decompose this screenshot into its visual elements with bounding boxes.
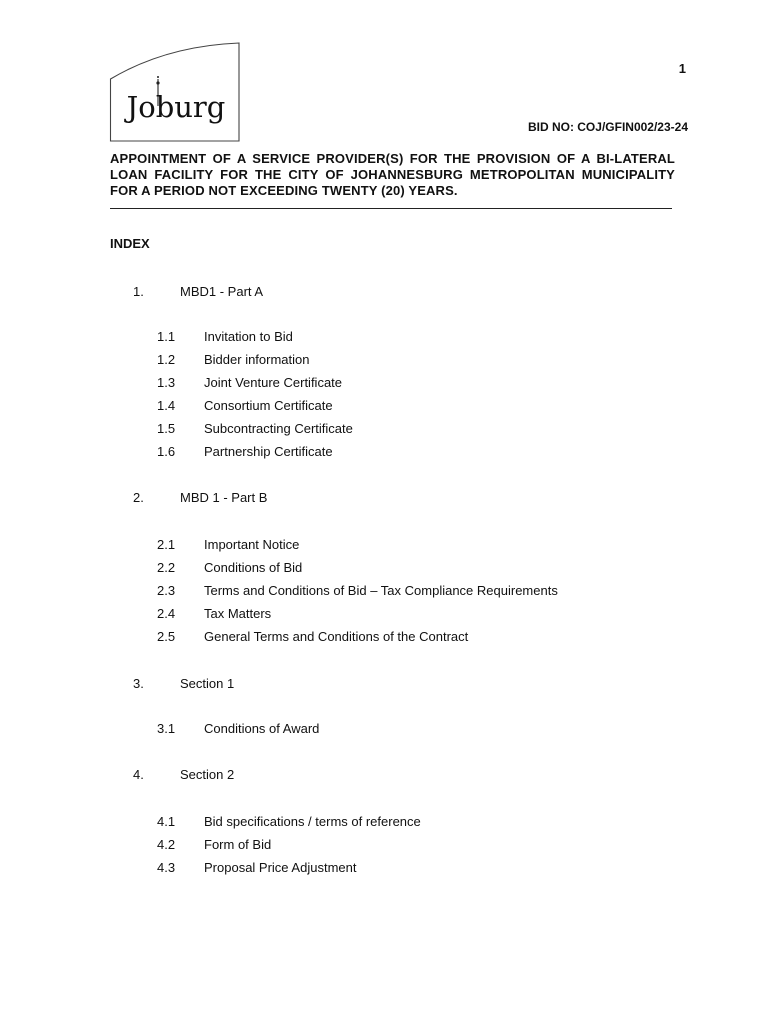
bid-number: BID NO: COJ/GFIN002/23-24 [527, 120, 688, 134]
toc-item-number: 2.4 [157, 606, 176, 621]
toc-item-text: Conditions of Award [204, 721, 320, 736]
toc-item-text: General Terms and Conditions of the Contract [204, 629, 469, 644]
toc-item-text: Conditions of Bid [204, 560, 303, 575]
toc-item-text: Joint Venture Certificate [204, 375, 343, 390]
svg-text:Joburg: Joburg [126, 90, 226, 124]
title-underline [110, 208, 672, 209]
toc-item-number: 1.5 [157, 421, 176, 436]
toc-item-text: Proposal Price Adjustment [204, 860, 357, 875]
toc-item-text: Subcontracting Certificate [204, 421, 353, 436]
document-title: APPOINTMENT OF A SERVICE PROVIDER(S) FOR THE PROVISION OF A BI-LATERAL LOAN FACILITY FOR THE CITY OF JOHANNESBURG METROPOLITAN MUNICIPALITY FOR A PERIOD NOT EXCEEDING TWENTY (20) YEARS. [110, 151, 675, 198]
toc-item-number: 4.2 [157, 837, 176, 852]
toc-item-number: 1.3 [157, 375, 176, 390]
toc-section-title: Section 1 [180, 676, 235, 691]
toc-item-text: Form of Bid [204, 837, 272, 852]
index-heading: INDEX [110, 236, 150, 251]
toc-item-text: Important Notice [204, 537, 300, 552]
toc-item-number: 1.2 [157, 352, 176, 367]
toc-section-title: MBD 1 - Part B [180, 490, 268, 505]
toc-item-text: Tax Matters [204, 606, 272, 621]
toc-item-text: Terms and Conditions of Bid – Tax Compliance Requirements [204, 583, 558, 598]
toc-item-text: Bidder information [204, 352, 310, 367]
toc-item-number: 2.2 [157, 560, 176, 575]
toc-item-text: Partnership Certificate [204, 444, 333, 459]
toc-item-text: Consortium Certificate [204, 398, 333, 413]
toc-item-number: 1.4 [157, 398, 176, 413]
toc-section-number: 2. [133, 490, 144, 505]
toc-item-number: 1.6 [157, 444, 176, 459]
toc-item-text: Bid specifications / terms of reference [204, 814, 421, 829]
toc-item-number: 2.1 [157, 537, 176, 552]
toc-section-number: 3. [133, 676, 144, 691]
toc-item-text: Invitation to Bid [204, 329, 293, 344]
toc-section-number: 1. [133, 284, 144, 299]
toc-item-number: 3.1 [157, 721, 176, 736]
toc-item-number: 2.5 [157, 629, 176, 644]
toc-section-title: Section 2 [180, 767, 235, 782]
toc-section-number: 4. [133, 767, 144, 782]
toc-item-number: 4.3 [157, 860, 176, 875]
joburg-logo [108, 40, 244, 144]
toc-item-number: 2.3 [157, 583, 176, 598]
page-number: 1 [678, 61, 686, 76]
toc-section-title: MBD1 - Part A [180, 284, 264, 299]
toc-item-number: 1.1 [157, 329, 176, 344]
toc-item-number: 4.1 [157, 814, 176, 829]
